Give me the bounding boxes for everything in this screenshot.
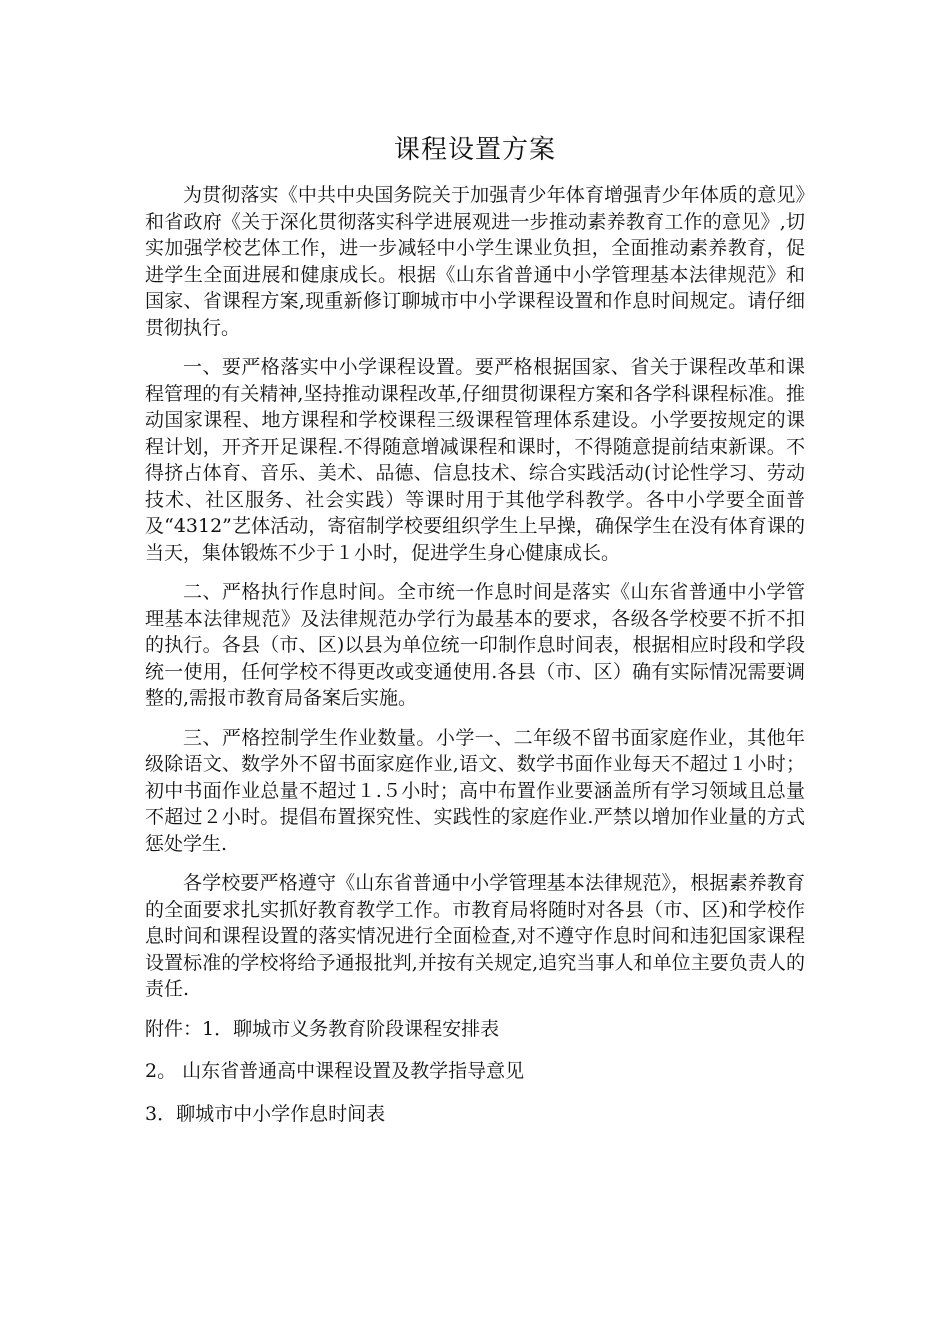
intro-paragraph: 为贯彻落实《中共中央国务院关于加强青少年体育增强青少年体质的意见》和省政府《关于深化贯彻落实科学进展观进一步推动素养教育工作的意见》,切实加强学校艺体工作，进一步减轻中小学生课业负担，全面推动素养教育，促进学生全面进展和健康成长。根据《山东省普通中小学管理基本法律规范》和国家、省课程方案,现重新修订聊城市中小学课程设置和作息时间规定。请仔细贯彻执行。 <box>145 184 805 339</box>
section-one-paragraph: 一、要严格落实中小学课程设置。要严格根据国家、省关于课程改革和课程管理的有关精神,坚持推动课程改革,仔细贯彻课程方案和各学科课程标准。推动国家课程、地方课程和学校课程三级课程管理体系建设。小学要按规定的课程计划，开齐开足课程.不得随意增减课程和课时，不得随意提前结束新课。不得挤占体育、音乐、美术、品德、信息技术、综合实践活动(讨论性学习、劳动技术、社区服务、社会实践）等课时用于其他学科教学。各中小学要全面普及“4312”艺体活动，寄宿制学校要组织学生上早操，确保学生在没有体育课的当天，集体锻炼不少于１小时，促进学生身心健康成长。 <box>145 356 805 564</box>
closing-paragraph: 各学校要严格遵守《山东省普通中小学管理基本法律规范》，根据素养教育的全面要求扎实抓好教育教学工作。市教育局将随时对各县（市、区)和学校作息时间和课程设置的落实情况进行全面检查,对不遵守作息时间和违犯国家课程设置标准的学校将给予通报批判,并按有关规定,追究当事人和单位主要负责人的责任. <box>145 872 805 1000</box>
section-two-paragraph: 二、严格执行作息时间。全市统一作息时间是落实《山东省普通中小学管理基本法律规范》及法律规范办学行为最基本的要求，各级各学校要不折不扣的执行。各县（市、区)以县为单位统一印制作息时间表，根据相应时段和学段统一使用，任何学校不得更改或变通使用.各县（市、区）确有实际情况需要调整的,需报市教育局备案后实施。 <box>145 581 805 709</box>
attachment-item-2: 2。 山东省普通高中课程设置及教学指导意见 <box>145 1060 525 1082</box>
section-three-paragraph: 三、严格控制学生作业数量。小学一、二年级不留书面家庭作业，其他年级除语文、数学外不留书面家庭作业,语文、数学书面作业每天不超过１小时；初中书面作业总量不超过１.５小时；高中布置作业要涵盖所有学习领域且总量不超过２小时。提倡布置探究性、实践性的家庭作业.严禁以增加作业量的方式惩处学生. <box>145 726 805 855</box>
attachment-item-3: 3．聊城市中小学作息时间表 <box>145 1102 386 1125</box>
document-title: 课程设置方案 <box>393 135 556 165</box>
attachment-item-1: 附件：1．聊城市义务教育阶段课程安排表 <box>145 1017 500 1040</box>
document-body <box>145 130 805 1143</box>
